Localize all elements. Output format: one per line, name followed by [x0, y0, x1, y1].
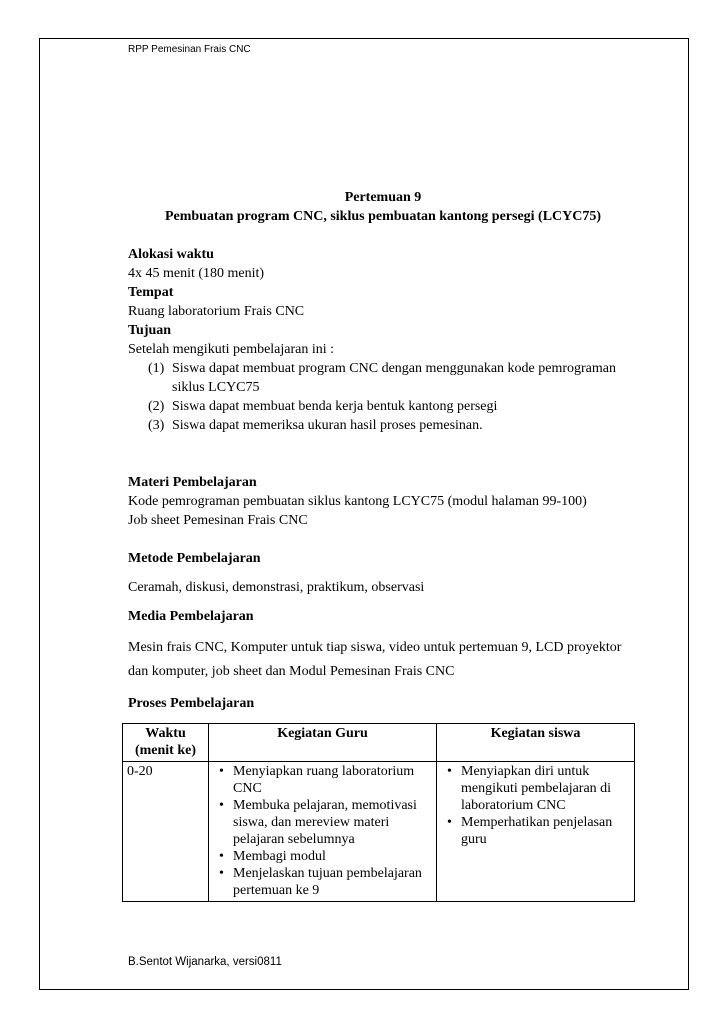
- document-body: [128, 188, 638, 902]
- page-header: RPP Pemesinan Frais CNC: [128, 44, 251, 55]
- list-item: • Memperhatikan penjelasan guru: [441, 814, 630, 848]
- list-item: • Menyiapkan ruang laboratorium CNC: [213, 763, 432, 797]
- list-text: Siswa dapat memeriksa ukuran hasil proses pemesinan.: [172, 418, 483, 433]
- list-number: (3): [148, 418, 165, 433]
- cell-waktu: 0-20: [123, 762, 209, 902]
- list-item: • Membuka pelajaran, memotivasi siswa, dan mereview materi pelajaran sebelumnya: [213, 797, 432, 848]
- materi-line-2: Job sheet Pemesinan Frais CNC: [128, 513, 308, 528]
- tujuan-list: [128, 359, 638, 435]
- siswa-activity-list: [441, 763, 630, 848]
- proses-heading: Proses Pembelajaran: [128, 696, 255, 711]
- media-heading: Media Pembelajaran: [128, 609, 254, 624]
- bullet-icon: •: [219, 764, 224, 779]
- list-number: (1): [148, 361, 165, 376]
- bullet-icon: •: [219, 866, 224, 881]
- tujuan-heading: Tujuan: [128, 323, 172, 338]
- bullet-icon: •: [447, 815, 452, 830]
- list-number: (2): [148, 399, 165, 414]
- list-item: [148, 359, 638, 397]
- list-item: [148, 416, 638, 435]
- list-item: • Menyiapkan diri untuk mengikuti pembelajaran di laboratorium CNC: [441, 763, 630, 814]
- tujuan-intro: Setelah mengikuti pembelajaran ini :: [128, 342, 335, 357]
- col-header-siswa: Kegiatan siswa: [437, 724, 635, 762]
- table-row: [123, 762, 635, 902]
- bullet-icon: •: [447, 764, 452, 779]
- media-value: Mesin frais CNC, Komputer untuk tiap siswa, video untuk pertemuan 9, LCD proyektor dan komputer, job sheet dan Modul Pemesinan Frais CNC: [128, 640, 622, 679]
- table-header-row: [123, 724, 635, 762]
- tempat-value: Ruang laboratorium Frais CNC: [128, 304, 305, 319]
- process-table: [122, 723, 635, 902]
- metode-value: Ceramah, diskusi, demonstrasi, praktikum, observasi: [128, 580, 425, 595]
- meeting-title: Pertemuan 9: [344, 190, 422, 205]
- page-footer: B.Sentot Wijanarka, versi0811: [128, 956, 282, 968]
- materi-heading: Materi Pembelajaran: [128, 475, 257, 490]
- cell-siswa: [437, 762, 635, 902]
- guru-activity-list: [213, 763, 432, 899]
- list-text: Siswa dapat membuat program CNC dengan menggunakan kode pemrograman siklus LCYC75: [172, 361, 616, 395]
- list-item: [148, 397, 638, 416]
- metode-heading: Metode Pembelajaran: [128, 551, 261, 566]
- meeting-subtitle: Pembuatan program CNC, siklus pembuatan kantong persegi (LCYC75): [164, 209, 602, 224]
- list-item: • Menjelaskan tujuan pembelajaran pertemuan ke 9: [213, 865, 432, 899]
- col-header-guru: Kegiatan Guru: [209, 724, 437, 762]
- alokasi-heading: Alokasi waktu: [128, 247, 214, 262]
- bullet-icon: •: [219, 798, 224, 813]
- alokasi-value: 4x 45 menit (180 menit): [128, 266, 265, 281]
- list-item: • Membagi modul: [213, 848, 432, 865]
- bullet-icon: •: [219, 849, 224, 864]
- list-text: Siswa dapat membuat benda kerja bentuk kantong persegi: [172, 399, 498, 414]
- col-header-waktu: Waktu (menit ke): [123, 724, 209, 762]
- materi-line-1: Kode pemrograman pembuatan siklus kantong LCYC75 (modul halaman 99-100): [128, 494, 587, 509]
- tempat-heading: Tempat: [128, 285, 174, 300]
- cell-guru: [209, 762, 437, 902]
